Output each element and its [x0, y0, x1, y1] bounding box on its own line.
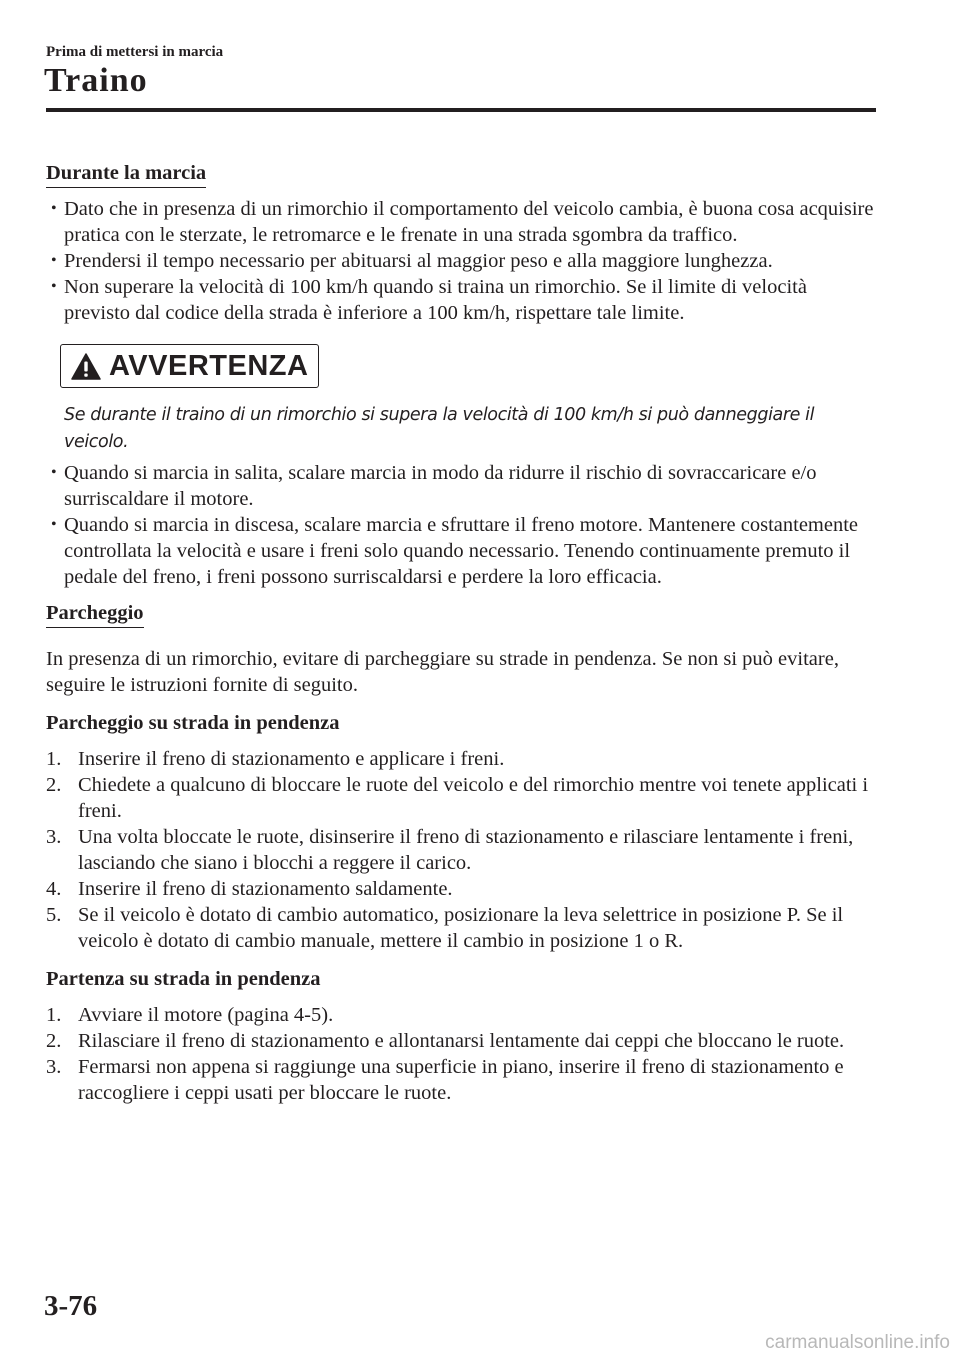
- warning-label: AVVERTENZA: [109, 350, 309, 382]
- list-item: 1. Inserire il freno di stazionamento e applicare i freni.: [46, 748, 505, 770]
- parking-heading: Parcheggio: [46, 600, 144, 628]
- list-item: 2. Chiedete a qualcuno di bloccare le ruote del veicolo e del rimorchio mentre voi tenete applicati i freni.: [46, 774, 869, 822]
- list-item: 2. Rilasciare il freno di stazionamento e allontanarsi lentamente dai ceppi che bloccano le ruote.: [46, 1030, 845, 1052]
- bullet-icon: •: [51, 464, 57, 481]
- slope-parking-steps: [46, 746, 876, 954]
- list-item: 4. Inserire il freno di stazionamento saldamente.: [46, 878, 453, 900]
- warning-triangle-icon: [71, 353, 101, 380]
- bullet-icon: •: [51, 278, 57, 295]
- list-item: • Quando si marcia in salita, scalare marcia in modo da ridurre il rischio di sovraccaricare e/o surriscaldare il motore.: [51, 462, 817, 510]
- list-item: 1. Avviare il motore (pagina 4-5).: [46, 1004, 334, 1026]
- bullet-icon: •: [51, 200, 57, 217]
- section-title: Traino: [44, 62, 148, 99]
- page-content: [46, 160, 876, 1106]
- bullet-icon: •: [51, 252, 57, 269]
- driving-bullets-bottom: [46, 460, 876, 590]
- slope-start-heading: Partenza su strada in pendenza: [46, 968, 321, 990]
- title-divider: [46, 108, 876, 112]
- parking-intro: In presenza di un rimorchio, evitare di parcheggiare su strade in pendenza. Se non si può evitare, seguire le istruzioni fornite di seguito.: [46, 648, 839, 696]
- watermark: carmanualsonline.info: [765, 1332, 950, 1353]
- driving-heading: Durante la marcia: [46, 160, 206, 188]
- list-item: • Non superare la velocità di 100 km/h quando si traina un rimorchio. Se il limite di velocità previsto dal codice della strada è inferiore a 100 km/h, rispettare tale limite.: [51, 276, 807, 324]
- slope-start-steps: [46, 1002, 876, 1106]
- running-header: Prima di mettersi in marcia: [46, 44, 224, 60]
- list-item: • Prendersi il tempo necessario per abituarsi al maggior peso e alla maggiore lunghezza.: [51, 250, 773, 272]
- driving-bullets-top: [46, 196, 876, 326]
- bullet-icon: •: [51, 516, 57, 533]
- slope-parking-heading: Parcheggio su strada in pendenza: [46, 712, 340, 734]
- list-item: 3. Una volta bloccate le ruote, disinserire il freno di stazionamento e rilasciare lentamente i freni, lasciando che siano i blocchi a reggere il carico.: [46, 826, 854, 874]
- list-item: • Dato che in presenza di un rimorchio il comportamento del veicolo cambia, è buona cosa acquisire pratica con le sterzate, le retromarce e le frenate in una strada sgombra da traffico.: [51, 198, 874, 246]
- list-item: • Quando si marcia in discesa, scalare marcia e sfruttare il freno motore. Mantenere costantemente controllata la velocità e usare i freni solo quando necessario. Tenendo continuamente premuto il pedale del freno, i freni possono surriscaldarsi e perdere la loro efficacia.: [51, 514, 859, 588]
- list-item: 3. Fermarsi non appena si raggiunge una superficie in piano, inserire il freno di stazionamento e raccogliere i ceppi usati per bloccare le ruote.: [46, 1056, 844, 1104]
- warning-text: Se durante il traino di un rimorchio si supera la velocità di 100 km/h si può danneggiare il veicolo.: [64, 405, 815, 452]
- list-item: 5. Se il veicolo è dotato di cambio automatico, posizionare la leva selettrice in posizione P. Se il veicolo è dotato di cambio manuale, mettere il cambio in posizione 1 o R.: [46, 904, 844, 952]
- warning-box: [60, 344, 319, 388]
- page-number: 3-76: [44, 1290, 98, 1322]
